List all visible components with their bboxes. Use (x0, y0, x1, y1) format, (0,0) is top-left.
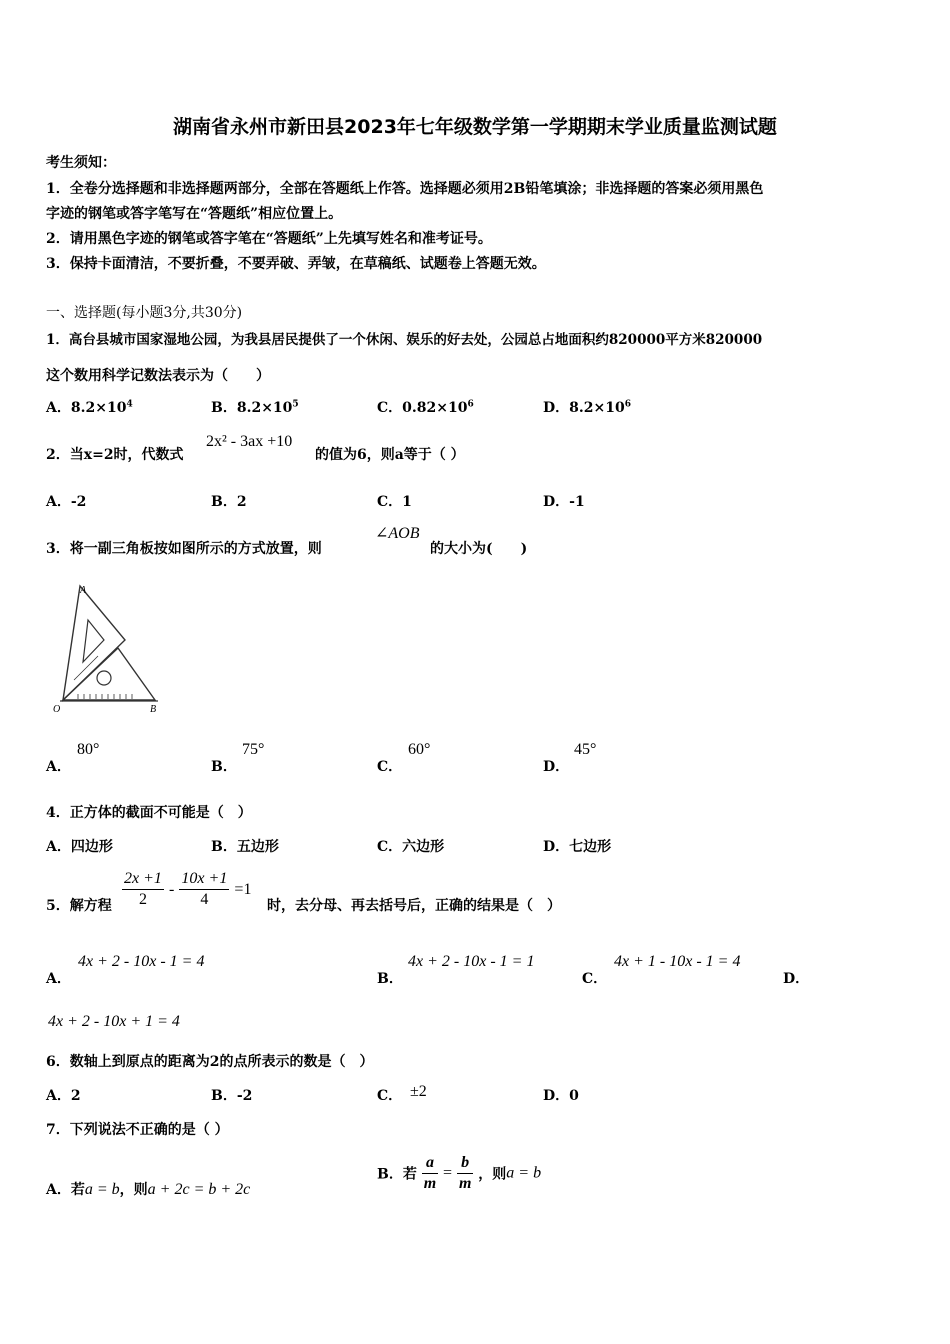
page-title: 湖南省永州市新田县2023年七年级数学第一学期期末学业质量监测试题 (173, 116, 777, 138)
q5-option-d-value: 4x + 2 - 10x + 1 = 4 (48, 1013, 180, 1030)
q5-option-c: C． (582, 971, 608, 987)
q1-option-a: A．$8.2\times 10^4$ (46, 399, 133, 416)
q5-text-pre: 5．解方程 (46, 898, 112, 914)
q1-option-b: B．$8.2\times 10^5$ (211, 399, 299, 416)
q5-minus: - (169, 881, 175, 898)
q4-option-b: B．五边形 (211, 839, 279, 855)
notice-heading: 考生须知： (46, 155, 116, 171)
q6-option-c-value: ±2 (410, 1083, 427, 1100)
q3-text-pre: 3．将一副三角板按如图所示的方式放置，则 (46, 541, 322, 557)
q1-text-line2: 这个数用科学记数法表示为（ ） (46, 368, 270, 384)
q5-text-post: 时，去分母、再去括号后，正确的结果是（ ） (267, 898, 561, 914)
q3-option-c: C． (377, 759, 403, 775)
q4-option-a: A．四边形 (46, 839, 113, 855)
q5-fraction-2: $\frac{10x +1}{4}$ (181, 870, 228, 908)
q6-option-a: A．2 (46, 1088, 81, 1104)
q7-option-b: B．若 $\frac{a}{m}$ = $\frac{b}{m}$ ，则a = b (377, 1154, 542, 1192)
set-square-inner (83, 620, 104, 662)
set-square-outer (63, 586, 125, 700)
q3-option-c-value: 60° (408, 741, 431, 758)
q4-option-c: C．六边形 (377, 839, 445, 855)
q6-text: 6．数轴上到原点的距离为2的点所表示的数是（ ） (46, 1054, 374, 1070)
q2-option-b: B．2 (211, 494, 247, 510)
q1-option-d: D．$8.2\times 10^6$ (543, 399, 631, 416)
q3-triangle-figure (50, 580, 170, 715)
q2-text-post: 的值为6，则a等于（ ） (315, 447, 465, 463)
notice-line-2: 2．请用黑色字迹的钢笔或答字笔在“答题纸”上先填写姓名和准考证号。 (46, 231, 492, 247)
q5-option-b: B． (377, 971, 403, 987)
q1-text-line1: 1．高台县城市国家湿地公园，为我县居民提供了一个休闲、娱乐的好去处，公园总占地面积约820000平方米820000 (46, 332, 763, 348)
q5-equals: =1 (234, 881, 252, 898)
q3-option-d-value: 45° (574, 741, 597, 758)
notice-line-1a: 1．全卷分选择题和非选择题两部分，全部在答题纸上作答。选择题必须用2B铅笔填涂；非选择题的答案必须用黑色 (46, 181, 764, 197)
q4-option-d: D．七边形 (543, 839, 612, 855)
notice-line-1b: 字迹的钢笔或答字笔写在“答题纸”相应位置上。 (46, 206, 343, 222)
q5-option-b-value: 4x + 2 - 10x - 1 = 1 (408, 953, 535, 970)
q6-option-b: B．-2 (211, 1088, 253, 1104)
q2-option-c: C．1 (377, 494, 412, 510)
q2-expression: 2x² - 3ax +10 (206, 433, 293, 450)
q7-fraction-2: $\frac{b}{m}$ (458, 1154, 472, 1192)
q5-option-c-value: 4x + 1 - 10x - 1 = 4 (614, 953, 741, 970)
q4-text: 4．正方体的截面不可能是（ ） (46, 805, 252, 821)
q2-option-d: D．-1 (543, 494, 585, 510)
q3-option-d: D． (543, 759, 570, 775)
q5-option-a-value: 4x + 2 - 10x - 1 = 4 (78, 953, 205, 970)
q3-option-a-value: 80° (77, 741, 100, 758)
q5-fraction-1: $\frac{2x +1}{2}$ (124, 870, 162, 908)
q7-text: 7．下列说法不正确的是（ ） (46, 1122, 229, 1138)
notice-line-3: 3．保持卡面清洁，不要折叠，不要弄破、弄皱，在草稿纸、试题卷上答题无效。 (46, 256, 546, 272)
q3-option-b: B． (211, 759, 237, 775)
q2-text-pre: 2．当x=2时，代数式 (46, 447, 184, 463)
protractor-hole (97, 671, 111, 685)
label-b: B (150, 704, 157, 715)
q7-fraction-1: $\frac{a}{m}$ (423, 1154, 437, 1192)
label-o: O (53, 704, 61, 715)
q6-option-d: D．0 (543, 1088, 579, 1104)
q6-option-c: C． (377, 1088, 403, 1104)
q5-option-d: D． (783, 971, 810, 987)
q3-angle: ∠AOB (375, 525, 420, 542)
section-heading: 一、选择题(每小题3分,共30分) (46, 305, 243, 321)
q3-text-post: 的大小为( ) (430, 541, 528, 557)
q7-option-a: A．若a = b，则a + 2c = b + 2c (46, 1181, 251, 1198)
q2-option-a: A．-2 (46, 494, 87, 510)
q1-option-c: C．$0.82\times 10^6$ (377, 399, 474, 416)
q5-option-a: A． (46, 971, 71, 987)
q3-option-a: A． (46, 759, 71, 775)
label-a: A (80, 585, 87, 596)
q3-option-b-value: 75° (242, 741, 265, 758)
q5-equation (122, 869, 251, 910)
